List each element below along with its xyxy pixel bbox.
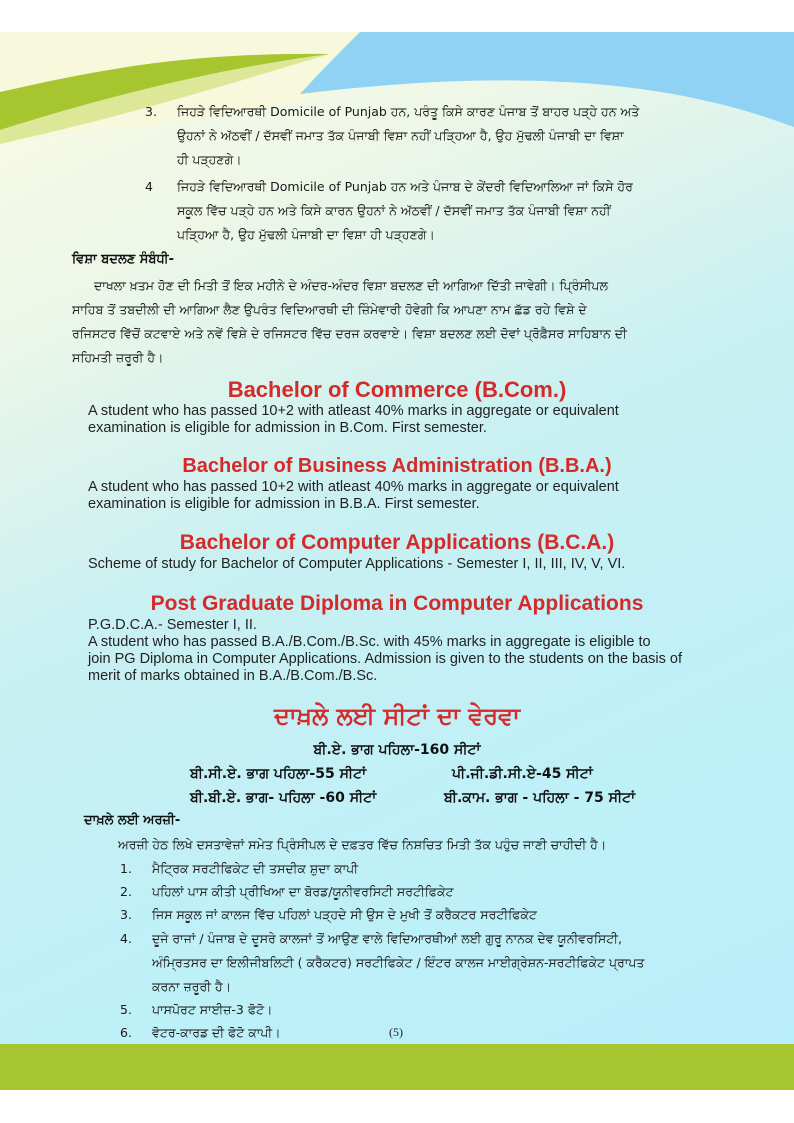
list-number: 1.: [120, 861, 132, 876]
bca-description: [88, 556, 708, 573]
description-line: examination is eligible for admission in B.B.A. First semester.: [88, 496, 480, 512]
description-line: A student who has passed B.A./B.Com./B.Sc. with 45% marks in aggregate is eligible to: [88, 634, 651, 650]
list-text-line: ਦੂਜੇ ਰਾਜਾਂ / ਪੰਜਾਬ ਦੇ ਦੂਸਰੇ ਕਾਲਜਾਂ ਤੋਂ ਆਉਣ ਵਾਲੇ ਵਿਦਿਆਰਥੀਆਂ ਲਈ ਗੁਰੂ ਨਾਨਕ ਦੇਵ ਯੂਨੀਵਰਸਿਟੀ,: [152, 931, 622, 946]
list-text-line: ਸਕੂਲ ਵਿੱਚ ਪੜ੍ਹੇ ਹਨ ਅਤੇ ਕਿਸੇ ਕਾਰਨ ਉਹਨਾਂ ਨੇ ਅੱਠਵੀਂ / ਦੱਸਵੀਂ ਜਮਾਤ ਤੱਕ ਪੰਜਾਬੀ ਵਿਸ਼ਾ ਨਹੀਂ: [177, 203, 611, 218]
list-text-line: ਹੀ ਪੜ੍ਹਣਗੇ।: [177, 152, 242, 167]
list-text-line: ਪਹਿਲਾਂ ਪਾਸ ਕੀਤੀ ਪ੍ਰੀਖਿਆ ਦਾ ਬੋਰਡ/ਯੂਨੀਵਰਸਿਟੀ ਸਰਟੀਫਿਕੇਟ: [152, 884, 454, 899]
paragraph-line: ਸਾਹਿਬ ਤੋਂ ਤਬਦੀਲੀ ਦੀ ਆਗਿਆ ਲੈਣ ਉਪਰੰਤ ਵਿਦਿਆਰਥੀ ਦੀ ਜ਼ਿੰਮੇਵਾਰੀ ਹੋਵੇਗੀ ਕਿ ਆਪਣਾ ਨਾਮ ਛੱਡ ਰਹੇ ਵਿਸ਼ੇ ਦੇ: [72, 302, 587, 317]
list-number: 4: [145, 179, 153, 194]
page: [0, 32, 794, 1090]
list-text-line: ਜਿਹੜੇ ਵਿਦਿਆਰਥੀ Domicile of Punjab ਹਨ ਅਤੇ ਪੰਜਾਬ ਦੇ ਕੇਂਦਰੀ ਵਿਦਿਆਲਿਆ ਜਾਂ ਕਿਸੇ ਹੋਰ: [177, 179, 633, 194]
list-text-line: ਪਾਸਪੋਰਟ ਸਾਈਜ਼-3 ਫੋਟੋ।: [152, 1002, 273, 1017]
list-number: 3.: [120, 907, 132, 922]
pgdca-title: Post Graduate Diploma in Computer Applications: [150, 592, 644, 615]
bcom-description: [88, 403, 708, 437]
subject-change-paragraph: [72, 274, 712, 370]
pgdca-description: [88, 617, 708, 685]
subject-change-heading: ਵਿਸ਼ਾ ਬਦਲਣ ਸੰਬੰਧੀ-: [72, 252, 174, 267]
description-line: A student who has passed 10+2 with atleast 40% marks in aggregate or equivalent: [88, 479, 619, 495]
seats-title: ਦਾਖ਼ਲੇ ਲਈ ਸੀਟਾਂ ਦਾ ਵੇਰਵਾ: [273, 702, 521, 730]
list-text-line: ਜਿਸ ਸਕੂਲ ਜਾਂ ਕਾਲਜ ਵਿੱਚ ਪਹਿਲਾਂ ਪੜ੍ਹਦੇ ਸੀ ਉਸ ਦੇ ਮੁਖੀ ਤੋਂ ਕਰੈਕਟਰ ਸਰਟੀਫਿਕੇਟ: [152, 907, 537, 922]
list-number: 4.: [120, 931, 132, 946]
description-line: Scheme of study for Bachelor of Computer Applications - Semester I, II, III, IV, V, VI.: [88, 556, 626, 572]
description-line: merit of marks obtained in B.A./B.Com./B.Sc.: [88, 668, 378, 684]
list-text-line: ਵੋਟਰ-ਕਾਰਡ ਦੀ ਫੋਟੋ ਕਾਪੀ।: [152, 1025, 281, 1040]
list-text-line: ਮੈਟ੍ਰਿਕ ਸਰਟੀਫਿਕੇਟ ਦੀ ਤਸਦੀਕ ਸ਼ੁਦਾ ਕਾਪੀ: [152, 861, 359, 876]
list-text-line: ਜਿਹੜੇ ਵਿਦਿਆਰਥੀ Domicile of Punjab ਹਨ, ਪਰੰਤੂ ਕਿਸੇ ਕਾਰਣ ਪੰਜਾਬ ਤੋਂ ਬਾਹਰ ਪੜ੍ਹੇ ਹਨ ਅਤੇ: [177, 104, 640, 119]
seats-bca: ਬੀ.ਸੀ.ਏ. ਭਾਗ ਪਹਿਲਾ-55 ਸੀਟਾਂ: [190, 766, 367, 782]
list-number: 6.: [120, 1025, 132, 1040]
bba-title: Bachelor of Business Administration (B.B.A.): [182, 455, 612, 477]
footer-band: [0, 1044, 794, 1090]
list-text-line: ਉਹਨਾਂ ਨੇ ਅੱਠਵੀਂ / ਦੱਸਵੀਂ ਜਮਾਤ ਤੱਕ ਪੰਜਾਬੀ ਵਿਸ਼ਾ ਨਹੀਂ ਪੜ੍ਹਿਆ ਹੈ, ਉਹ ਮੁੱਢਲੀ ਪੰਜਾਬੀ ਦਾ ਵਿਸ਼ਾ: [177, 128, 624, 143]
application-intro: ਅਰਜ਼ੀ ਹੇਠ ਲਿਖੇ ਦਸਤਾਵੇਜ਼ਾਂ ਸਮੇਤ ਪ੍ਰਿੰਸੀਪਲ ਦੇ ਦਫ਼ਤਰ ਵਿੱਚ ਨਿਸ਼ਚਿਤ ਮਿਤੀ ਤੱਕ ਪਹੁੰਚ ਜਾਣੀ ਚਾਹੀਦੀ ਹੈ।: [118, 837, 607, 852]
description-line: join PG Diploma in Computer Applications. Admission is given to the students on the basis of: [88, 651, 683, 667]
paragraph-line: ਰਜਿਸਟਰ ਵਿੱਚੋਂ ਕਟਵਾਏ ਅਤੇ ਨਵੇਂ ਵਿਸ਼ੇ ਦੇ ਰਜਿਸਟਰ ਵਿੱਚ ਦਰਜ ਕਰਵਾਏ। ਵਿਸ਼ਾ ਬਦਲਣ ਲਈ ਦੋਵਾਂ ਪ੍ਰੋਫ਼ੈਸਰ ਸਾਹਿਬਾਨ ਦੀ: [72, 326, 627, 341]
application-heading: ਦਾਖ਼ਲੇ ਲਈ ਅਰਜ਼ੀ-: [84, 813, 181, 828]
bca-title: Bachelor of Computer Applications (B.C.A.): [179, 531, 615, 554]
list-text-line: ਪੜ੍ਹਿਆ ਹੈ, ਉਹ ਮੁੱਢਲੀ ਪੰਜਾਬੀ ਦਾ ਵਿਸ਼ਾ ਹੀ ਪੜ੍ਹਣਗੇ।: [177, 227, 435, 242]
description-line: examination is eligible for admission in B.Com. First semester.: [88, 420, 487, 436]
list-text-line: ਅੰਮ੍ਰਿਤਸਰ ਦਾ ਇਲੀਜੀਬਲਿਟੀ ( ਕਰੈਕਟਰ) ਸਰਟੀਫਿਕੇਟ / ਇੰਟਰ ਕਾਲਜ ਮਾਈਗ੍ਰੇਸ਼ਨ-ਸਰਟੀਫਿਕੇਟ ਪ੍ਰਾਪਤ: [152, 955, 645, 970]
seats-ba: ਬੀ.ਏ. ਭਾਗ ਪਹਿਲਾ-160 ਸੀਟਾਂ: [313, 742, 481, 758]
list-number: 5.: [120, 1002, 132, 1017]
paragraph-line: ਸਹਿਮਤੀ ਜ਼ਰੂਰੀ ਹੈ।: [72, 350, 164, 365]
paragraph-line: ਦਾਖਲਾ ਖ਼ਤਮ ਹੋਣ ਦੀ ਮਿਤੀ ਤੋਂ ਇਕ ਮਹੀਨੇ ਦੇ ਅੰਦਰ-ਅੰਦਰ ਵਿਸ਼ਾ ਬਦਲਣ ਦੀ ਆਗਿਆ ਦਿੱਤੀ ਜਾਵੇਗੀ। ਪ੍ਰਿੰਸੀਪਲ: [94, 278, 608, 293]
description-line: P.G.D.C.A.- Semester I, II.: [88, 617, 257, 633]
list-text-line: ਕਰਨਾ ਜ਼ਰੂਰੀ ਹੈ।: [152, 979, 232, 994]
list-number: 3.: [145, 104, 157, 119]
bcom-title: Bachelor of Commerce (B.Com.): [227, 377, 567, 402]
bba-description: [88, 479, 708, 513]
description-line: A student who has passed 10+2 with atleast 40% marks in aggregate or equivalent: [88, 403, 619, 419]
seats-pgdca: ਪੀ.ਜੀ.ਡੀ.ਸੀ.ਏ-45 ਸੀਟਾਂ: [452, 766, 593, 782]
page-number: (5): [389, 1025, 403, 1039]
seats-bcom: ਬੀ.ਕਾਮ. ਭਾਗ - ਪਹਿਲਾ - 75 ਸੀਟਾਂ: [444, 790, 636, 806]
seats-bba: ਬੀ.ਬੀ.ਏ. ਭਾਗ- ਪਹਿਲਾ -60 ਸੀਟਾਂ: [190, 790, 377, 806]
list-number: 2.: [120, 884, 132, 899]
